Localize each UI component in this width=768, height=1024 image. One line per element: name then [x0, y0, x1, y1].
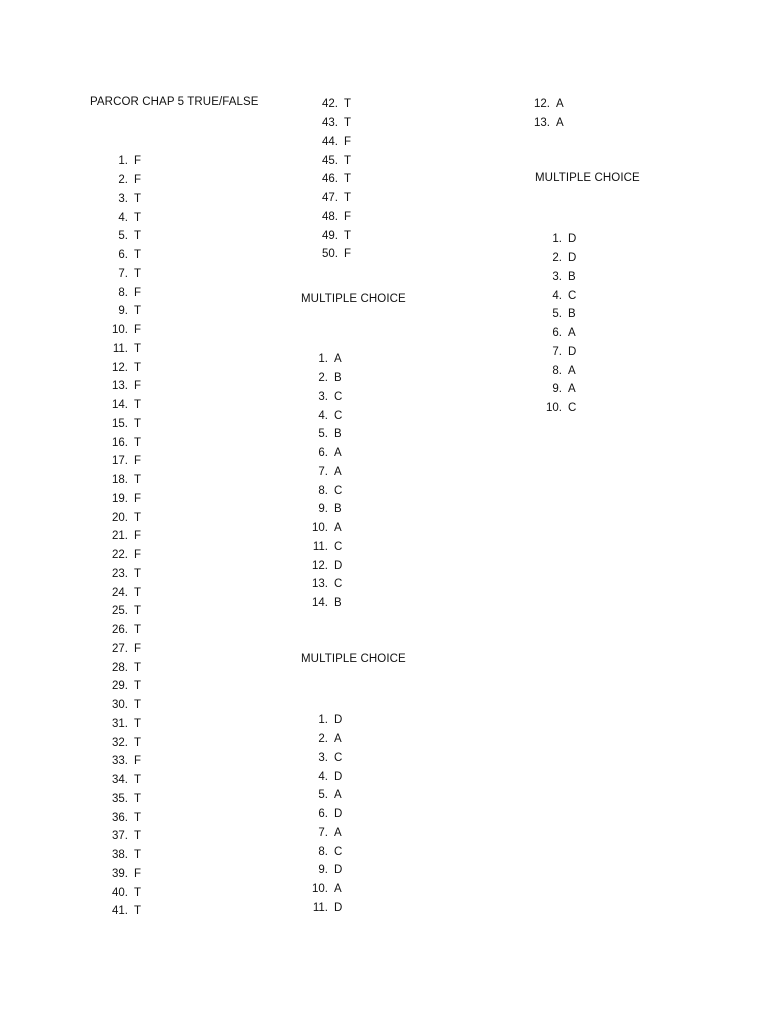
answer-item: [540, 343, 576, 362]
answer-letter: C: [568, 289, 577, 302]
answer-number: 22.: [112, 549, 128, 562]
answer-item: [106, 865, 141, 884]
answer-item: [316, 189, 351, 208]
answer-item: [306, 500, 342, 519]
mc2-list-part2: [528, 95, 564, 133]
answer-letter: T: [134, 230, 142, 243]
answer-number: 15.: [112, 417, 128, 430]
answer-number: 12.: [534, 98, 550, 111]
answer-item: [106, 340, 141, 359]
answer-letter: F: [134, 455, 142, 468]
answer-number: 24.: [112, 586, 128, 599]
answer-number: 4.: [318, 409, 328, 422]
answer-number: 9.: [552, 383, 562, 396]
answer-number: 11.: [312, 540, 328, 553]
answer-letter: T: [134, 192, 142, 205]
answer-number: 2.: [318, 733, 328, 746]
answer-item: [540, 305, 576, 324]
answer-item: [306, 767, 342, 786]
mc3-heading: MULTIPLE CHOICE: [535, 172, 640, 184]
answer-letter: T: [344, 98, 352, 111]
answer-item: [528, 114, 564, 133]
answer-number: 2.: [318, 372, 328, 385]
answer-letter: B: [334, 597, 342, 610]
answer-letter: F: [134, 867, 142, 880]
answer-number: 6.: [118, 249, 128, 262]
answer-letter: A: [334, 733, 342, 746]
answer-item: [540, 399, 576, 418]
answer-letter: T: [134, 811, 142, 824]
answer-number: 5.: [318, 789, 328, 802]
answer-number: 32.: [112, 736, 128, 749]
answer-number: 36.: [112, 811, 128, 824]
answer-letter: C: [334, 390, 343, 403]
answer-letter: D: [334, 901, 343, 914]
answer-letter: D: [568, 233, 577, 246]
answer-item: [306, 406, 342, 425]
answer-number: 9.: [318, 864, 328, 877]
answer-number: 20.: [112, 511, 128, 524]
answer-number: 5.: [118, 230, 128, 243]
answer-number: 2.: [118, 174, 128, 187]
answer-item: [316, 151, 351, 170]
mc2-heading: MULTIPLE CHOICE: [301, 653, 406, 665]
answer-item: [106, 846, 141, 865]
answer-item: [106, 152, 141, 171]
answer-number: 9.: [118, 305, 128, 318]
answer-item: [316, 245, 351, 264]
answer-letter: D: [334, 714, 343, 727]
answer-item: [306, 749, 342, 768]
answer-number: 47.: [322, 192, 338, 205]
answer-item: [106, 696, 141, 715]
answer-letter: T: [134, 699, 142, 712]
answer-letter: F: [134, 530, 142, 543]
answer-number: 35.: [112, 792, 128, 805]
answer-letter: T: [134, 586, 142, 599]
answer-letter: D: [334, 770, 343, 783]
answer-item: [106, 621, 141, 640]
answer-item: [306, 711, 342, 730]
answer-number: 29.: [112, 680, 128, 693]
answer-number: 48.: [322, 210, 338, 223]
answer-item: [106, 733, 141, 752]
answer-number: 11.: [112, 342, 128, 355]
answer-letter: T: [134, 774, 142, 787]
answer-letter: C: [334, 409, 343, 422]
answer-letter: F: [134, 155, 142, 168]
answer-number: 33.: [112, 755, 128, 768]
answer-number: 10.: [312, 522, 328, 535]
answer-item: [316, 170, 351, 189]
answer-letter: T: [134, 605, 142, 618]
answer-letter: A: [556, 117, 564, 130]
answer-letter: T: [134, 249, 142, 262]
answer-item: [306, 899, 342, 918]
answer-item: [106, 565, 141, 584]
answer-letter: A: [334, 447, 342, 460]
answer-item: [306, 861, 342, 880]
answer-letter: F: [134, 380, 142, 393]
answer-letter: F: [134, 755, 142, 768]
answer-item: [540, 286, 576, 305]
answer-item: [106, 827, 141, 846]
answer-letter: T: [134, 211, 142, 224]
answer-item: [106, 471, 141, 490]
answer-number: 10.: [112, 324, 128, 337]
answer-number: 5.: [318, 428, 328, 441]
answer-letter: A: [334, 826, 342, 839]
answer-letter: T: [344, 173, 352, 186]
answer-number: 11.: [312, 901, 328, 914]
answer-number: 14.: [112, 399, 128, 412]
tf-list-part1: [106, 152, 141, 921]
answer-item: [106, 715, 141, 734]
answer-item: [106, 377, 141, 396]
answer-letter: F: [134, 492, 142, 505]
document-title: PARCOR CHAP 5 TRUE/FALSE: [90, 96, 259, 108]
answer-number: 3.: [118, 192, 128, 205]
answer-number: 5.: [552, 308, 562, 321]
answer-item: [306, 880, 342, 899]
answer-letter: T: [134, 830, 142, 843]
answer-number: 50.: [322, 248, 338, 261]
answer-letter: A: [556, 98, 564, 111]
answer-item: [106, 452, 141, 471]
answer-letter: T: [134, 399, 142, 412]
answer-item: [540, 249, 576, 268]
answer-number: 13.: [112, 380, 128, 393]
answer-letter: A: [334, 465, 342, 478]
answer-item: [306, 730, 342, 749]
answer-letter: A: [334, 522, 342, 535]
answer-number: 6.: [318, 447, 328, 460]
answer-item: [306, 444, 342, 463]
answer-letter: B: [568, 308, 576, 321]
answer-item: [106, 602, 141, 621]
answer-item: [106, 433, 141, 452]
answer-item: [106, 171, 141, 190]
answer-item: [106, 640, 141, 659]
answer-item: [106, 321, 141, 340]
answer-letter: A: [334, 883, 342, 896]
tf-list-part2: [316, 95, 351, 264]
answer-number: 1.: [318, 353, 328, 366]
answer-letter: T: [344, 117, 352, 130]
answer-item: [306, 538, 342, 557]
answer-number: 4.: [552, 289, 562, 302]
answer-letter: T: [134, 849, 142, 862]
answer-item: [540, 230, 576, 249]
answer-number: 37.: [112, 830, 128, 843]
answer-item: [106, 752, 141, 771]
answer-letter: C: [334, 751, 343, 764]
answer-item: [106, 283, 141, 302]
answer-item: [540, 268, 576, 287]
answer-letter: T: [134, 305, 142, 318]
answer-letter: T: [134, 342, 142, 355]
answer-letter: D: [334, 808, 343, 821]
answer-number: 30.: [112, 699, 128, 712]
answer-number: 41.: [112, 905, 128, 918]
answer-letter: F: [134, 642, 142, 655]
answer-number: 1.: [552, 233, 562, 246]
answer-number: 1.: [118, 155, 128, 168]
answer-letter: T: [134, 680, 142, 693]
answer-number: 10.: [312, 883, 328, 896]
answer-item: [106, 658, 141, 677]
answer-letter: A: [334, 353, 342, 366]
answer-item: [306, 369, 342, 388]
answer-number: 3.: [552, 270, 562, 283]
answer-number: 23.: [112, 567, 128, 580]
answer-item: [106, 546, 141, 565]
answer-number: 7.: [318, 826, 328, 839]
answer-item: [316, 208, 351, 227]
answer-number: 8.: [552, 364, 562, 377]
answer-number: 31.: [112, 717, 128, 730]
mc1-list: [306, 350, 342, 613]
answer-number: 18.: [112, 474, 128, 487]
answer-item: [306, 425, 342, 444]
answer-item: [306, 805, 342, 824]
answer-item: [106, 190, 141, 209]
answer-letter: T: [134, 361, 142, 374]
answer-item: [106, 265, 141, 284]
answer-letter: F: [344, 210, 352, 223]
answer-number: 42.: [322, 98, 338, 111]
answer-number: 39.: [112, 867, 128, 880]
answer-letter: A: [568, 327, 576, 340]
answer-letter: A: [568, 364, 576, 377]
answer-letter: T: [134, 661, 142, 674]
answer-item: [316, 133, 351, 152]
answer-number: 25.: [112, 605, 128, 618]
answer-item: [306, 824, 342, 843]
answer-item: [106, 396, 141, 415]
answer-number: 2.: [552, 252, 562, 265]
answer-number: 40.: [112, 886, 128, 899]
answer-number: 6.: [552, 327, 562, 340]
answer-letter: T: [134, 624, 142, 637]
answer-letter: D: [334, 864, 343, 877]
answer-item: [540, 361, 576, 380]
answer-item: [306, 519, 342, 538]
answer-item: [106, 508, 141, 527]
answer-letter: F: [134, 174, 142, 187]
answer-item: [106, 415, 141, 434]
answer-number: 45.: [322, 154, 338, 167]
answer-number: 17.: [112, 455, 128, 468]
answer-letter: T: [134, 511, 142, 524]
answer-number: 38.: [112, 849, 128, 862]
answer-item: [106, 490, 141, 509]
answer-number: 4.: [318, 770, 328, 783]
answer-number: 8.: [318, 484, 328, 497]
answer-number: 7.: [118, 267, 128, 280]
answer-item: [306, 842, 342, 861]
mc3-list: [540, 230, 576, 418]
answer-item: [106, 790, 141, 809]
answer-item: [316, 226, 351, 245]
answer-number: 28.: [112, 661, 128, 674]
mc1-heading: MULTIPLE CHOICE: [301, 293, 406, 305]
answer-number: 21.: [112, 530, 128, 543]
answer-item: [306, 388, 342, 407]
answer-item: [106, 902, 141, 921]
answer-item: [106, 527, 141, 546]
answer-letter: T: [134, 792, 142, 805]
answer-number: 12.: [312, 559, 328, 572]
answer-item: [106, 771, 141, 790]
answer-letter: T: [344, 192, 352, 205]
answer-item: [106, 883, 141, 902]
answer-letter: C: [568, 402, 577, 415]
answer-item: [306, 575, 342, 594]
answer-item: [316, 95, 351, 114]
answer-letter: T: [134, 905, 142, 918]
answer-item: [106, 302, 141, 321]
answer-item: [106, 583, 141, 602]
answer-letter: T: [134, 567, 142, 580]
answer-letter: F: [134, 324, 142, 337]
mc2-list-part1: [306, 711, 342, 917]
answer-letter: T: [134, 474, 142, 487]
answer-item: [106, 677, 141, 696]
answer-number: 8.: [118, 286, 128, 299]
answer-letter: F: [344, 248, 352, 261]
answer-letter: B: [334, 372, 342, 385]
answer-letter: T: [134, 736, 142, 749]
answer-number: 3.: [318, 751, 328, 764]
answer-letter: B: [568, 270, 576, 283]
answer-letter: D: [568, 252, 577, 265]
answer-number: 7.: [318, 465, 328, 478]
answer-number: 26.: [112, 624, 128, 637]
answer-item: [306, 594, 342, 613]
answer-number: 4.: [118, 211, 128, 224]
answer-letter: T: [134, 436, 142, 449]
answer-number: 46.: [322, 173, 338, 186]
answer-letter: C: [334, 578, 343, 591]
answer-letter: D: [568, 345, 577, 358]
answer-number: 6.: [318, 808, 328, 821]
answer-letter: F: [134, 286, 142, 299]
answer-number: 13.: [312, 578, 328, 591]
answer-letter: A: [568, 383, 576, 396]
answer-letter: F: [134, 549, 142, 562]
answer-letter: A: [334, 789, 342, 802]
answer-letter: B: [334, 428, 342, 441]
answer-letter: C: [334, 845, 343, 858]
answer-item: [306, 463, 342, 482]
answer-number: 16.: [112, 436, 128, 449]
answer-letter: T: [344, 229, 352, 242]
answer-number: 43.: [322, 117, 338, 130]
answer-item: [106, 808, 141, 827]
answer-letter: T: [134, 717, 142, 730]
answer-item: [540, 324, 576, 343]
answer-letter: C: [334, 484, 343, 497]
answer-number: 1.: [318, 714, 328, 727]
answer-item: [528, 95, 564, 114]
answer-number: 19.: [112, 492, 128, 505]
answer-number: 44.: [322, 135, 338, 148]
answer-item: [316, 114, 351, 133]
answer-item: [106, 208, 141, 227]
answer-number: 12.: [112, 361, 128, 374]
answer-item: [106, 246, 141, 265]
answer-number: 8.: [318, 845, 328, 858]
answer-letter: T: [134, 267, 142, 280]
answer-number: 10.: [546, 402, 562, 415]
answer-number: 14.: [312, 597, 328, 610]
answer-item: [306, 350, 342, 369]
answer-number: 3.: [318, 390, 328, 403]
answer-letter: T: [134, 417, 142, 430]
answer-item: [106, 358, 141, 377]
answer-letter: T: [134, 886, 142, 899]
answer-number: 27.: [112, 642, 128, 655]
answer-letter: B: [334, 503, 342, 516]
answer-letter: D: [334, 559, 343, 572]
answer-number: 7.: [552, 345, 562, 358]
answer-item: [306, 556, 342, 575]
answer-item: [306, 786, 342, 805]
answer-item: [540, 380, 576, 399]
answer-number: 34.: [112, 774, 128, 787]
answer-letter: T: [344, 154, 352, 167]
answer-number: 49.: [322, 229, 338, 242]
answer-letter: C: [334, 540, 343, 553]
answer-number: 13.: [534, 117, 550, 130]
answer-letter: F: [344, 135, 352, 148]
answer-item: [106, 227, 141, 246]
answer-number: 9.: [318, 503, 328, 516]
answer-item: [306, 481, 342, 500]
